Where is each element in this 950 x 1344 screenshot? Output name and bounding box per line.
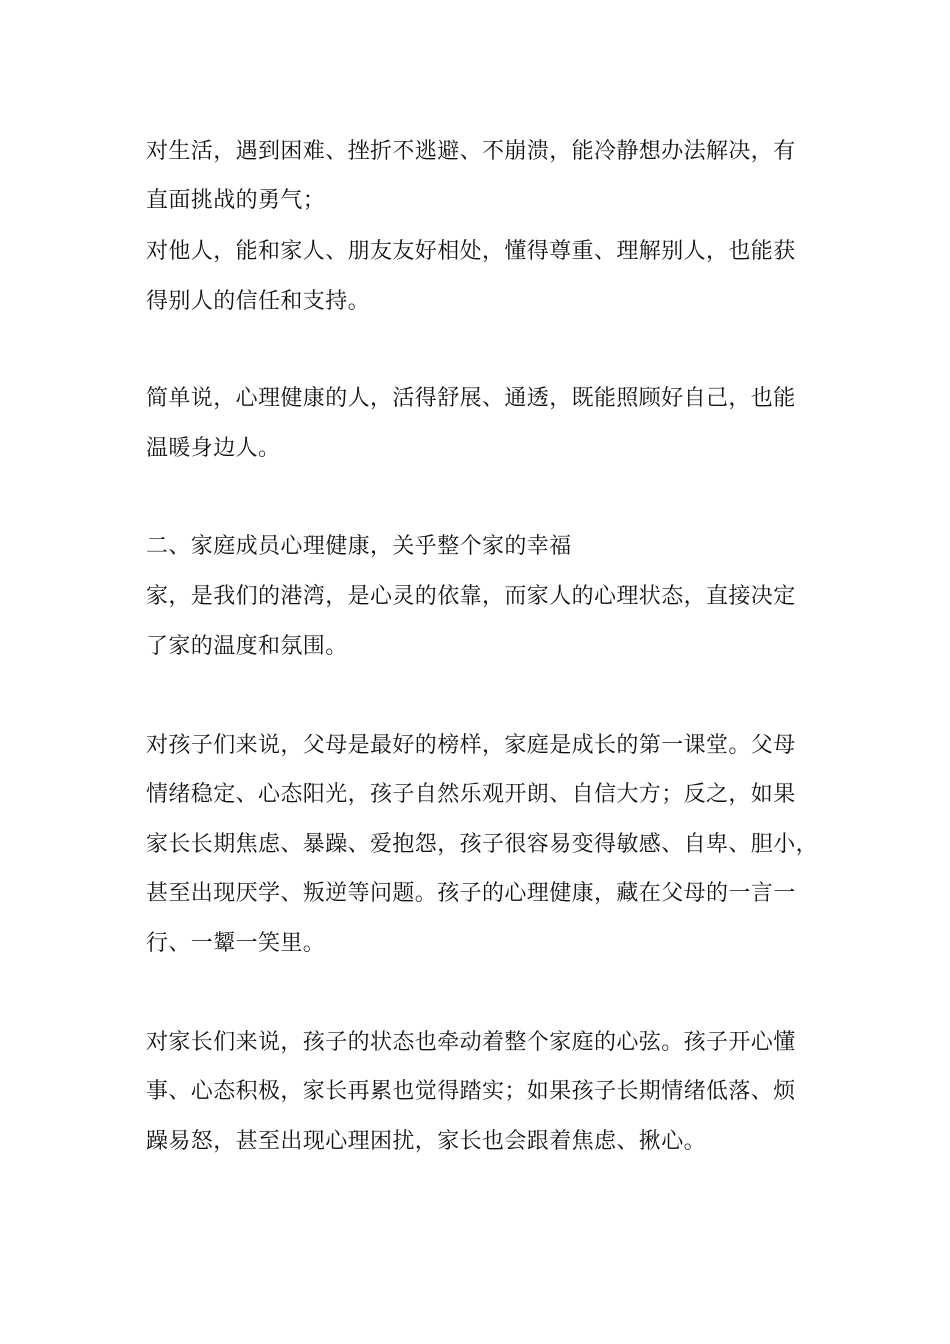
section-heading: 二、家庭成员心理健康，关乎整个家的幸福	[146, 534, 572, 559]
paragraph-line: 对他人，能和家人、朋友友好相处，懂得尊重、理解别人，也能获	[146, 239, 796, 264]
paragraph-line: 简单说，心理健康的人，活得舒展、通透，既能照顾好自己，也能	[146, 386, 796, 411]
paragraph-line: 躁易怒，甚至出现心理困扰，家长也会跟着焦虑、揪心。	[146, 1129, 707, 1154]
paragraph-line: 直面挑战的勇气；	[146, 188, 326, 213]
paragraph-line: 甚至出现厌学、叛逆等问题。孩子的心理健康，藏在父母的一言一	[146, 881, 796, 906]
paragraph-line: 事、心态积极，家长再累也觉得踏实；如果孩子长期情绪低落、烦	[146, 1079, 796, 1104]
paragraph-line: 对孩子们来说，父母是最好的榜样，家庭是成长的第一课堂。父母	[146, 733, 796, 758]
paragraph-line: 了家的温度和氛围。	[146, 634, 348, 659]
paragraph-line: 家长长期焦虑、暴躁、爱抱怨，孩子很容易变得敏感、自卑、胆小，	[146, 832, 819, 857]
paragraph-line: 对生活，遇到困难、挫折不逃避、不崩溃，能冷静想办法解决，有	[146, 139, 796, 164]
paragraph-line: 行、一颦一笑里。	[146, 931, 326, 956]
paragraph-line: 对家长们来说，孩子的状态也牵动着整个家庭的心弦。孩子开心懂	[146, 1030, 796, 1055]
paragraph-line: 得别人的信任和支持。	[146, 289, 371, 314]
paragraph-line: 家，是我们的港湾，是心灵的依靠，而家人的心理状态，直接决定	[146, 584, 796, 609]
paragraph-line: 温暖身边人。	[146, 436, 281, 461]
paragraph-line: 情绪稳定、心态阳光，孩子自然乐观开朗、自信大方；反之，如果	[146, 782, 796, 807]
